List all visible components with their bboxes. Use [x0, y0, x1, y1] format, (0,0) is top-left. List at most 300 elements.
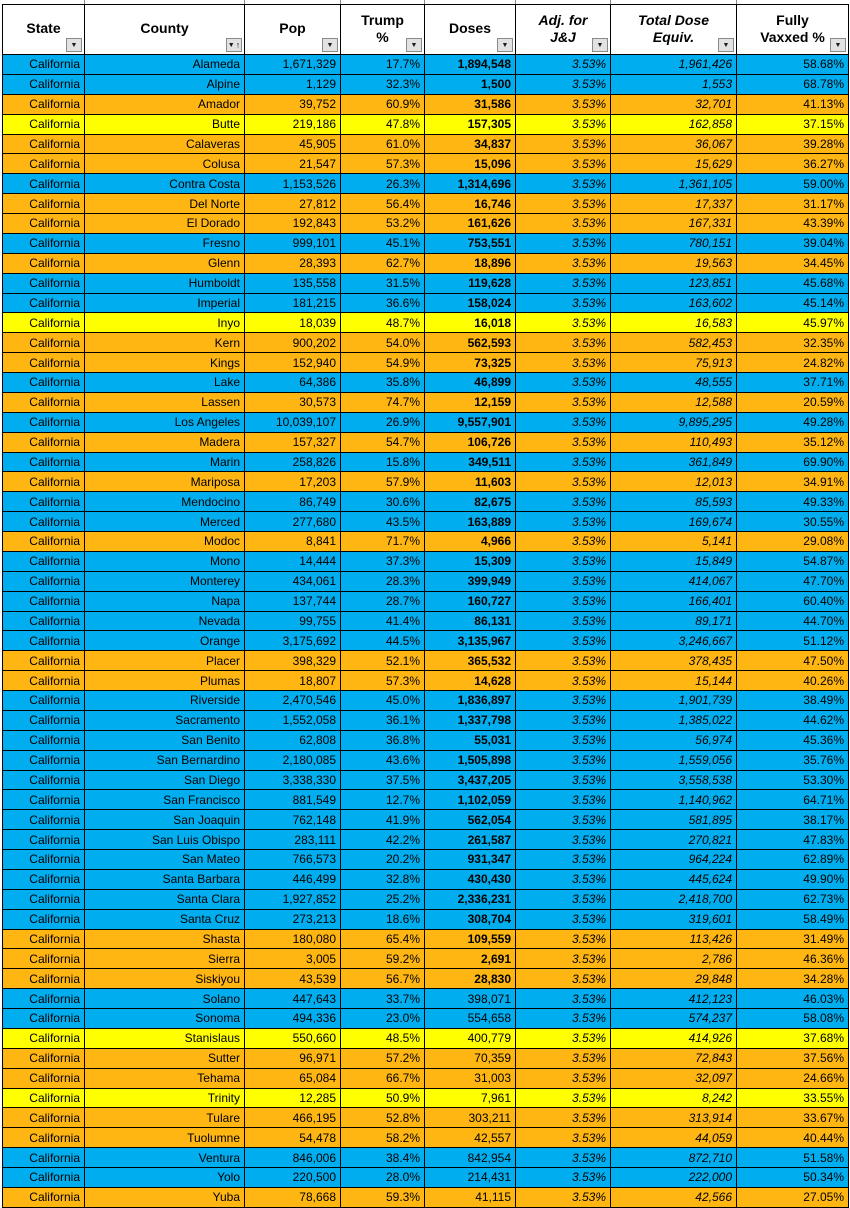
cell-adj-jj[interactable]: 3.53%	[516, 910, 611, 929]
cell-trump-pct[interactable]: 66.7%	[341, 1069, 425, 1088]
cell-trump-pct[interactable]: 26.9%	[341, 413, 425, 432]
cell-doses[interactable]: 4,966	[425, 532, 516, 551]
cell-state[interactable]: California	[3, 433, 85, 452]
filter-dropdown-button[interactable]	[830, 38, 846, 52]
cell-total-dose-equiv[interactable]: 5,141	[611, 532, 737, 551]
cell-fully-vaxxed-pct[interactable]: 40.44%	[737, 1128, 848, 1147]
cell-pop[interactable]: 283,111	[245, 830, 341, 849]
cell-trump-pct[interactable]: 50.9%	[341, 1089, 425, 1108]
cell-county[interactable]: San Mateo	[85, 850, 245, 869]
cell-state[interactable]: California	[3, 413, 85, 432]
cell-doses[interactable]: 562,054	[425, 810, 516, 829]
cell-adj-jj[interactable]: 3.53%	[516, 1168, 611, 1187]
column-header-fully-vaxxed-pct[interactable]	[737, 5, 848, 54]
cell-trump-pct[interactable]: 54.7%	[341, 433, 425, 452]
cell-county[interactable]: Amador	[85, 95, 245, 114]
cell-state[interactable]: California	[3, 294, 85, 313]
filter-dropdown-button[interactable]	[406, 38, 422, 52]
cell-pop[interactable]: 10,039,107	[245, 413, 341, 432]
cell-total-dose-equiv[interactable]: 44,059	[611, 1128, 737, 1147]
cell-pop[interactable]: 78,668	[245, 1188, 341, 1207]
cell-trump-pct[interactable]: 59.3%	[341, 1188, 425, 1207]
cell-fully-vaxxed-pct[interactable]: 39.04%	[737, 234, 848, 253]
cell-total-dose-equiv[interactable]: 3,246,667	[611, 631, 737, 650]
cell-pop[interactable]: 277,680	[245, 512, 341, 531]
cell-total-dose-equiv[interactable]: 75,913	[611, 353, 737, 372]
cell-county[interactable]: Los Angeles	[85, 413, 245, 432]
cell-adj-jj[interactable]: 3.53%	[516, 1188, 611, 1207]
cell-fully-vaxxed-pct[interactable]: 50.34%	[737, 1168, 848, 1187]
cell-trump-pct[interactable]: 35.8%	[341, 373, 425, 392]
cell-fully-vaxxed-pct[interactable]: 45.68%	[737, 274, 848, 293]
cell-doses[interactable]: 1,102,059	[425, 790, 516, 809]
cell-adj-jj[interactable]: 3.53%	[516, 1009, 611, 1028]
cell-total-dose-equiv[interactable]: 42,566	[611, 1188, 737, 1207]
cell-county[interactable]: Alameda	[85, 55, 245, 74]
cell-total-dose-equiv[interactable]: 12,013	[611, 472, 737, 491]
cell-trump-pct[interactable]: 20.2%	[341, 850, 425, 869]
cell-trump-pct[interactable]: 54.0%	[341, 333, 425, 352]
cell-pop[interactable]: 135,558	[245, 274, 341, 293]
cell-doses[interactable]: 158,024	[425, 294, 516, 313]
cell-pop[interactable]: 550,660	[245, 1029, 341, 1048]
cell-doses[interactable]: 28,830	[425, 969, 516, 988]
cell-state[interactable]: California	[3, 115, 85, 134]
cell-pop[interactable]: 99,755	[245, 612, 341, 631]
cell-state[interactable]: California	[3, 55, 85, 74]
cell-doses[interactable]: 16,018	[425, 313, 516, 332]
cell-pop[interactable]: 3,005	[245, 949, 341, 968]
cell-fully-vaxxed-pct[interactable]: 34.91%	[737, 472, 848, 491]
cell-adj-jj[interactable]: 3.53%	[516, 572, 611, 591]
cell-doses[interactable]: 15,096	[425, 154, 516, 173]
cell-state[interactable]: California	[3, 771, 85, 790]
cell-fully-vaxxed-pct[interactable]: 45.36%	[737, 731, 848, 750]
column-header-state[interactable]	[3, 5, 85, 54]
cell-county[interactable]: Yuba	[85, 1188, 245, 1207]
cell-county[interactable]: San Joaquin	[85, 810, 245, 829]
cell-county[interactable]: Sierra	[85, 949, 245, 968]
cell-trump-pct[interactable]: 71.7%	[341, 532, 425, 551]
cell-fully-vaxxed-pct[interactable]: 36.27%	[737, 154, 848, 173]
cell-doses[interactable]: 214,431	[425, 1168, 516, 1187]
cell-fully-vaxxed-pct[interactable]: 45.97%	[737, 313, 848, 332]
cell-pop[interactable]: 18,807	[245, 671, 341, 690]
cell-fully-vaxxed-pct[interactable]: 33.67%	[737, 1108, 848, 1127]
cell-state[interactable]: California	[3, 512, 85, 531]
cell-trump-pct[interactable]: 36.6%	[341, 294, 425, 313]
cell-pop[interactable]: 21,547	[245, 154, 341, 173]
cell-fully-vaxxed-pct[interactable]: 35.12%	[737, 433, 848, 452]
cell-county[interactable]: San Francisco	[85, 790, 245, 809]
cell-total-dose-equiv[interactable]: 313,914	[611, 1108, 737, 1127]
cell-adj-jj[interactable]: 3.53%	[516, 135, 611, 154]
cell-doses[interactable]: 3,135,967	[425, 631, 516, 650]
cell-state[interactable]: California	[3, 174, 85, 193]
cell-state[interactable]: California	[3, 532, 85, 551]
cell-fully-vaxxed-pct[interactable]: 40.26%	[737, 671, 848, 690]
cell-total-dose-equiv[interactable]: 8,242	[611, 1089, 737, 1108]
cell-fully-vaxxed-pct[interactable]: 34.45%	[737, 254, 848, 273]
cell-state[interactable]: California	[3, 830, 85, 849]
cell-pop[interactable]: 192,843	[245, 214, 341, 233]
cell-doses[interactable]: 12,159	[425, 393, 516, 412]
cell-trump-pct[interactable]: 38.4%	[341, 1148, 425, 1167]
cell-trump-pct[interactable]: 30.6%	[341, 492, 425, 511]
cell-doses[interactable]: 157,305	[425, 115, 516, 134]
cell-county[interactable]: Lake	[85, 373, 245, 392]
cell-county[interactable]: Ventura	[85, 1148, 245, 1167]
cell-adj-jj[interactable]: 3.53%	[516, 1069, 611, 1088]
cell-trump-pct[interactable]: 52.1%	[341, 651, 425, 670]
cell-fully-vaxxed-pct[interactable]: 62.73%	[737, 890, 848, 909]
cell-doses[interactable]: 31,586	[425, 95, 516, 114]
cell-total-dose-equiv[interactable]: 3,558,538	[611, 771, 737, 790]
cell-total-dose-equiv[interactable]: 1,559,056	[611, 751, 737, 770]
cell-adj-jj[interactable]: 3.53%	[516, 174, 611, 193]
filter-dropdown-button[interactable]	[718, 38, 734, 52]
cell-fully-vaxxed-pct[interactable]: 49.90%	[737, 870, 848, 889]
cell-doses[interactable]: 2,691	[425, 949, 516, 968]
cell-adj-jj[interactable]: 3.53%	[516, 711, 611, 730]
cell-pop[interactable]: 43,539	[245, 969, 341, 988]
cell-trump-pct[interactable]: 17.7%	[341, 55, 425, 74]
cell-state[interactable]: California	[3, 592, 85, 611]
cell-trump-pct[interactable]: 37.3%	[341, 552, 425, 571]
cell-adj-jj[interactable]: 3.53%	[516, 373, 611, 392]
cell-county[interactable]: Del Norte	[85, 194, 245, 213]
cell-trump-pct[interactable]: 45.0%	[341, 691, 425, 710]
cell-state[interactable]: California	[3, 1009, 85, 1028]
cell-adj-jj[interactable]: 3.53%	[516, 751, 611, 770]
cell-adj-jj[interactable]: 3.53%	[516, 214, 611, 233]
cell-total-dose-equiv[interactable]: 1,140,962	[611, 790, 737, 809]
cell-doses[interactable]: 562,593	[425, 333, 516, 352]
cell-fully-vaxxed-pct[interactable]: 41.13%	[737, 95, 848, 114]
cell-county[interactable]: Butte	[85, 115, 245, 134]
cell-total-dose-equiv[interactable]: 36,067	[611, 135, 737, 154]
cell-doses[interactable]: 42,557	[425, 1128, 516, 1147]
cell-pop[interactable]: 900,202	[245, 333, 341, 352]
cell-doses[interactable]: 2,336,231	[425, 890, 516, 909]
cell-trump-pct[interactable]: 43.6%	[341, 751, 425, 770]
cell-doses[interactable]: 1,894,548	[425, 55, 516, 74]
cell-fully-vaxxed-pct[interactable]: 49.33%	[737, 492, 848, 511]
cell-pop[interactable]: 398,329	[245, 651, 341, 670]
cell-county[interactable]: Alpine	[85, 75, 245, 94]
cell-trump-pct[interactable]: 43.5%	[341, 512, 425, 531]
cell-adj-jj[interactable]: 3.53%	[516, 631, 611, 650]
cell-fully-vaxxed-pct[interactable]: 47.50%	[737, 651, 848, 670]
cell-county[interactable]: Napa	[85, 592, 245, 611]
cell-fully-vaxxed-pct[interactable]: 20.59%	[737, 393, 848, 412]
cell-trump-pct[interactable]: 57.9%	[341, 472, 425, 491]
cell-trump-pct[interactable]: 54.9%	[341, 353, 425, 372]
cell-state[interactable]: California	[3, 1029, 85, 1048]
cell-adj-jj[interactable]: 3.53%	[516, 413, 611, 432]
cell-adj-jj[interactable]: 3.53%	[516, 254, 611, 273]
cell-adj-jj[interactable]: 3.53%	[516, 353, 611, 372]
cell-trump-pct[interactable]: 28.3%	[341, 572, 425, 591]
cell-adj-jj[interactable]: 3.53%	[516, 850, 611, 869]
cell-county[interactable]: Madera	[85, 433, 245, 452]
cell-doses[interactable]: 34,837	[425, 135, 516, 154]
cell-adj-jj[interactable]: 3.53%	[516, 55, 611, 74]
cell-pop[interactable]: 3,338,330	[245, 771, 341, 790]
cell-fully-vaxxed-pct[interactable]: 49.28%	[737, 413, 848, 432]
cell-adj-jj[interactable]: 3.53%	[516, 492, 611, 511]
cell-fully-vaxxed-pct[interactable]: 60.40%	[737, 592, 848, 611]
cell-adj-jj[interactable]: 3.53%	[516, 154, 611, 173]
cell-doses[interactable]: 1,500	[425, 75, 516, 94]
cell-state[interactable]: California	[3, 711, 85, 730]
cell-county[interactable]: Tehama	[85, 1069, 245, 1088]
cell-fully-vaxxed-pct[interactable]: 32.35%	[737, 333, 848, 352]
cell-trump-pct[interactable]: 36.1%	[341, 711, 425, 730]
cell-pop[interactable]: 2,180,085	[245, 751, 341, 770]
cell-adj-jj[interactable]: 3.53%	[516, 453, 611, 472]
cell-adj-jj[interactable]: 3.53%	[516, 771, 611, 790]
cell-pop[interactable]: 1,927,852	[245, 890, 341, 909]
cell-total-dose-equiv[interactable]: 48,555	[611, 373, 737, 392]
cell-total-dose-equiv[interactable]: 270,821	[611, 830, 737, 849]
cell-total-dose-equiv[interactable]: 872,710	[611, 1148, 737, 1167]
cell-adj-jj[interactable]: 3.53%	[516, 1089, 611, 1108]
cell-trump-pct[interactable]: 53.2%	[341, 214, 425, 233]
cell-adj-jj[interactable]: 3.53%	[516, 234, 611, 253]
column-header-county[interactable]	[85, 5, 245, 54]
cell-pop[interactable]: 96,971	[245, 1049, 341, 1068]
cell-trump-pct[interactable]: 57.3%	[341, 154, 425, 173]
cell-fully-vaxxed-pct[interactable]: 54.87%	[737, 552, 848, 571]
cell-county[interactable]: San Bernardino	[85, 751, 245, 770]
cell-total-dose-equiv[interactable]: 574,237	[611, 1009, 737, 1028]
cell-total-dose-equiv[interactable]: 964,224	[611, 850, 737, 869]
cell-state[interactable]: California	[3, 1089, 85, 1108]
cell-pop[interactable]: 219,186	[245, 115, 341, 134]
cell-total-dose-equiv[interactable]: 2,786	[611, 949, 737, 968]
cell-trump-pct[interactable]: 74.7%	[341, 393, 425, 412]
cell-total-dose-equiv[interactable]: 378,435	[611, 651, 737, 670]
cell-state[interactable]: California	[3, 552, 85, 571]
cell-adj-jj[interactable]: 3.53%	[516, 393, 611, 412]
cell-state[interactable]: California	[3, 810, 85, 829]
cell-fully-vaxxed-pct[interactable]: 34.28%	[737, 969, 848, 988]
cell-fully-vaxxed-pct[interactable]: 24.82%	[737, 353, 848, 372]
cell-doses[interactable]: 842,954	[425, 1148, 516, 1167]
cell-trump-pct[interactable]: 45.1%	[341, 234, 425, 253]
cell-county[interactable]: Mono	[85, 552, 245, 571]
cell-adj-jj[interactable]: 3.53%	[516, 592, 611, 611]
cell-county[interactable]: El Dorado	[85, 214, 245, 233]
cell-county[interactable]: Santa Clara	[85, 890, 245, 909]
cell-state[interactable]: California	[3, 393, 85, 412]
cell-state[interactable]: California	[3, 154, 85, 173]
cell-county[interactable]: San Luis Obispo	[85, 830, 245, 849]
cell-trump-pct[interactable]: 57.2%	[341, 1049, 425, 1068]
cell-pop[interactable]: 27,812	[245, 194, 341, 213]
cell-pop[interactable]: 157,327	[245, 433, 341, 452]
cell-fully-vaxxed-pct[interactable]: 51.12%	[737, 631, 848, 650]
filter-dropdown-button[interactable]	[322, 38, 338, 52]
cell-trump-pct[interactable]: 42.2%	[341, 830, 425, 849]
cell-fully-vaxxed-pct[interactable]: 69.90%	[737, 453, 848, 472]
filter-dropdown-button[interactable]	[497, 38, 513, 52]
cell-county[interactable]: Placer	[85, 651, 245, 670]
cell-county[interactable]: Contra Costa	[85, 174, 245, 193]
cell-doses[interactable]: 365,532	[425, 651, 516, 670]
cell-fully-vaxxed-pct[interactable]: 64.71%	[737, 790, 848, 809]
cell-adj-jj[interactable]: 3.53%	[516, 612, 611, 631]
cell-pop[interactable]: 12,285	[245, 1089, 341, 1108]
cell-state[interactable]: California	[3, 1069, 85, 1088]
cell-fully-vaxxed-pct[interactable]: 46.03%	[737, 989, 848, 1008]
cell-county[interactable]: Imperial	[85, 294, 245, 313]
cell-pop[interactable]: 62,808	[245, 731, 341, 750]
cell-doses[interactable]: 261,587	[425, 830, 516, 849]
cell-doses[interactable]: 11,603	[425, 472, 516, 491]
cell-state[interactable]: California	[3, 353, 85, 372]
cell-total-dose-equiv[interactable]: 72,843	[611, 1049, 737, 1068]
cell-total-dose-equiv[interactable]: 89,171	[611, 612, 737, 631]
cell-pop[interactable]: 446,499	[245, 870, 341, 889]
cell-state[interactable]: California	[3, 1168, 85, 1187]
cell-doses[interactable]: 41,115	[425, 1188, 516, 1207]
cell-pop[interactable]: 273,213	[245, 910, 341, 929]
cell-doses[interactable]: 119,628	[425, 274, 516, 293]
cell-county[interactable]: Merced	[85, 512, 245, 531]
cell-fully-vaxxed-pct[interactable]: 24.66%	[737, 1069, 848, 1088]
cell-fully-vaxxed-pct[interactable]: 35.76%	[737, 751, 848, 770]
cell-doses[interactable]: 15,309	[425, 552, 516, 571]
cell-doses[interactable]: 161,626	[425, 214, 516, 233]
cell-adj-jj[interactable]: 3.53%	[516, 691, 611, 710]
cell-state[interactable]: California	[3, 1128, 85, 1147]
cell-trump-pct[interactable]: 28.7%	[341, 592, 425, 611]
cell-state[interactable]: California	[3, 274, 85, 293]
cell-adj-jj[interactable]: 3.53%	[516, 969, 611, 988]
cell-state[interactable]: California	[3, 870, 85, 889]
cell-state[interactable]: California	[3, 969, 85, 988]
cell-total-dose-equiv[interactable]: 32,701	[611, 95, 737, 114]
cell-state[interactable]: California	[3, 492, 85, 511]
cell-trump-pct[interactable]: 48.5%	[341, 1029, 425, 1048]
cell-total-dose-equiv[interactable]: 1,553	[611, 75, 737, 94]
cell-doses[interactable]: 160,727	[425, 592, 516, 611]
cell-pop[interactable]: 86,749	[245, 492, 341, 511]
cell-county[interactable]: Tuolumne	[85, 1128, 245, 1147]
cell-trump-pct[interactable]: 56.4%	[341, 194, 425, 213]
cell-adj-jj[interactable]: 3.53%	[516, 433, 611, 452]
cell-doses[interactable]: 82,675	[425, 492, 516, 511]
cell-doses[interactable]: 73,325	[425, 353, 516, 372]
cell-total-dose-equiv[interactable]: 110,493	[611, 433, 737, 452]
cell-state[interactable]: California	[3, 254, 85, 273]
cell-doses[interactable]: 430,430	[425, 870, 516, 889]
cell-trump-pct[interactable]: 41.4%	[341, 612, 425, 631]
cell-pop[interactable]: 39,752	[245, 95, 341, 114]
cell-total-dose-equiv[interactable]: 319,601	[611, 910, 737, 929]
cell-state[interactable]: California	[3, 194, 85, 213]
cell-state[interactable]: California	[3, 691, 85, 710]
cell-pop[interactable]: 28,393	[245, 254, 341, 273]
cell-fully-vaxxed-pct[interactable]: 44.62%	[737, 711, 848, 730]
column-header-pop[interactable]	[245, 5, 341, 54]
cell-pop[interactable]: 846,006	[245, 1148, 341, 1167]
cell-fully-vaxxed-pct[interactable]: 38.49%	[737, 691, 848, 710]
column-header-doses[interactable]	[425, 5, 516, 54]
cell-pop[interactable]: 447,643	[245, 989, 341, 1008]
cell-fully-vaxxed-pct[interactable]: 39.28%	[737, 135, 848, 154]
cell-adj-jj[interactable]: 3.53%	[516, 472, 611, 491]
cell-trump-pct[interactable]: 25.2%	[341, 890, 425, 909]
cell-total-dose-equiv[interactable]: 29,848	[611, 969, 737, 988]
cell-county[interactable]: San Benito	[85, 731, 245, 750]
cell-fully-vaxxed-pct[interactable]: 51.58%	[737, 1148, 848, 1167]
cell-total-dose-equiv[interactable]: 15,629	[611, 154, 737, 173]
cell-pop[interactable]: 258,826	[245, 453, 341, 472]
cell-pop[interactable]: 30,573	[245, 393, 341, 412]
cell-county[interactable]: Inyo	[85, 313, 245, 332]
cell-total-dose-equiv[interactable]: 16,583	[611, 313, 737, 332]
cell-fully-vaxxed-pct[interactable]: 47.83%	[737, 830, 848, 849]
cell-adj-jj[interactable]: 3.53%	[516, 1108, 611, 1127]
cell-state[interactable]: California	[3, 1148, 85, 1167]
cell-doses[interactable]: 31,003	[425, 1069, 516, 1088]
cell-pop[interactable]: 434,061	[245, 572, 341, 591]
cell-fully-vaxxed-pct[interactable]: 29.08%	[737, 532, 848, 551]
cell-total-dose-equiv[interactable]: 163,602	[611, 294, 737, 313]
cell-county[interactable]: Plumas	[85, 671, 245, 690]
cell-fully-vaxxed-pct[interactable]: 37.15%	[737, 115, 848, 134]
cell-doses[interactable]: 398,071	[425, 989, 516, 1008]
cell-county[interactable]: Nevada	[85, 612, 245, 631]
cell-fully-vaxxed-pct[interactable]: 37.56%	[737, 1049, 848, 1068]
cell-county[interactable]: Orange	[85, 631, 245, 650]
cell-trump-pct[interactable]: 61.0%	[341, 135, 425, 154]
cell-state[interactable]: California	[3, 949, 85, 968]
cell-trump-pct[interactable]: 26.3%	[341, 174, 425, 193]
cell-total-dose-equiv[interactable]: 167,331	[611, 214, 737, 233]
cell-trump-pct[interactable]: 47.8%	[341, 115, 425, 134]
cell-trump-pct[interactable]: 32.8%	[341, 870, 425, 889]
cell-trump-pct[interactable]: 56.7%	[341, 969, 425, 988]
cell-county[interactable]: San Diego	[85, 771, 245, 790]
cell-state[interactable]: California	[3, 890, 85, 909]
cell-total-dose-equiv[interactable]: 445,624	[611, 870, 737, 889]
cell-total-dose-equiv[interactable]: 581,895	[611, 810, 737, 829]
cell-total-dose-equiv[interactable]: 412,123	[611, 989, 737, 1008]
cell-state[interactable]: California	[3, 671, 85, 690]
cell-trump-pct[interactable]: 33.7%	[341, 989, 425, 1008]
filter-sorted-ascending-button[interactable]	[226, 38, 242, 52]
cell-doses[interactable]: 400,779	[425, 1029, 516, 1048]
cell-adj-jj[interactable]: 3.53%	[516, 790, 611, 809]
cell-adj-jj[interactable]: 3.53%	[516, 870, 611, 889]
cell-total-dose-equiv[interactable]: 9,895,295	[611, 413, 737, 432]
cell-total-dose-equiv[interactable]: 19,563	[611, 254, 737, 273]
cell-total-dose-equiv[interactable]: 2,418,700	[611, 890, 737, 909]
cell-adj-jj[interactable]: 3.53%	[516, 1148, 611, 1167]
cell-pop[interactable]: 14,444	[245, 552, 341, 571]
cell-trump-pct[interactable]: 15.8%	[341, 453, 425, 472]
cell-fully-vaxxed-pct[interactable]: 44.70%	[737, 612, 848, 631]
cell-fully-vaxxed-pct[interactable]: 53.30%	[737, 771, 848, 790]
cell-pop[interactable]: 152,940	[245, 353, 341, 372]
cell-county[interactable]: Tulare	[85, 1108, 245, 1127]
cell-trump-pct[interactable]: 31.5%	[341, 274, 425, 293]
cell-trump-pct[interactable]: 12.7%	[341, 790, 425, 809]
